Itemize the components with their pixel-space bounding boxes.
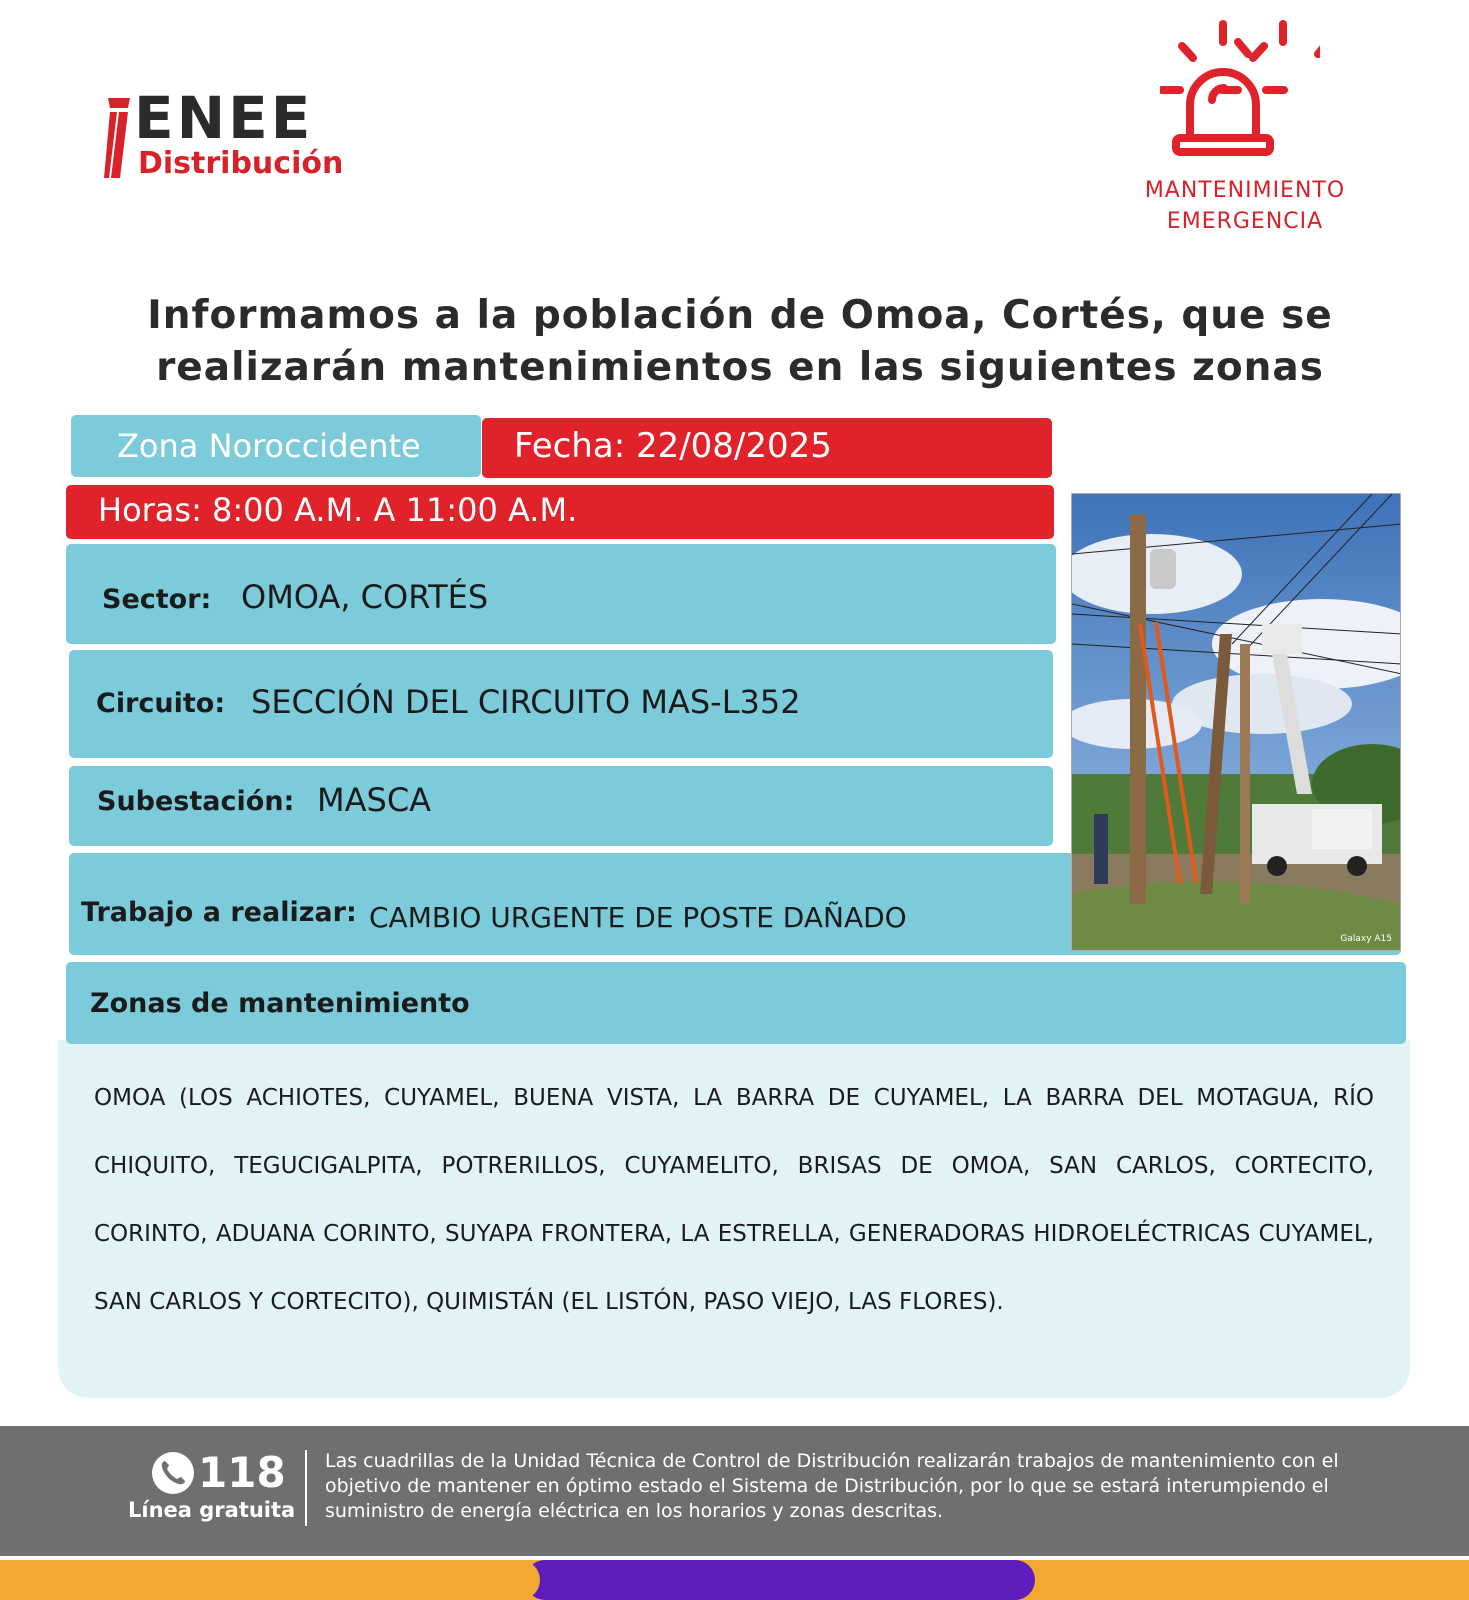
phone-label: Línea gratuita <box>128 1498 296 1522</box>
footer-text: Las cuadrillas de la Unidad Técnica de Control de Distribución realizarán trabajos de mantenimiento con el objetivo de mantener en óptimo estado el Sistema de Distribución, por lo que se estará interumpiendo el suministro de energía eléctrica en los horarios y zonas descritas. <box>325 1450 1339 1522</box>
sector-label: Sector: <box>102 584 212 615</box>
fecha-badge: Fecha: 22/08/2025 <box>482 418 1052 478</box>
zona-badge: Zona Noroccidente <box>71 415 481 477</box>
circuito-value: SECCIÓN DEL CIRCUITO MAS-L352 <box>251 683 801 721</box>
headline <box>100 290 1380 394</box>
zonas-header-label: Zonas de mantenimiento <box>90 988 470 1019</box>
zonas-header <box>66 962 1406 1044</box>
sector-row <box>66 544 1056 644</box>
photo-watermark: Galaxy A15 <box>1340 934 1392 944</box>
subestacion-value: MASCA <box>317 781 432 819</box>
emergency-line2: EMERGENCIA <box>1166 209 1324 234</box>
sector-value: OMOA, CORTÉS <box>241 578 489 616</box>
work-photo <box>1071 493 1401 951</box>
bottom-strip-accent <box>525 1560 1035 1600</box>
phone-number: 118 <box>198 1448 286 1497</box>
footer-divider <box>305 1450 307 1526</box>
enee-logo <box>104 84 384 186</box>
logo-subtitle: Distribución <box>138 146 344 181</box>
headline-line1: Informamos a la población de Omoa, Cortés, que se <box>147 293 1333 338</box>
emergency-line1: MANTENIMIENTO <box>1144 178 1346 203</box>
bottom-strip-left <box>0 1560 540 1600</box>
circuito-label: Circuito: <box>96 688 226 719</box>
headline-line2: realizarán mantenimientos en las siguientes zonas <box>156 345 1324 390</box>
enee-logo-mark <box>104 98 130 178</box>
logo-brand: ENEE <box>134 84 314 152</box>
phone-icon <box>152 1452 194 1494</box>
subestacion-row <box>69 766 1053 846</box>
horas-badge: Horas: 8:00 A.M. A 11:00 A.M. <box>66 485 1054 539</box>
subestacion-label: Subestación: <box>97 786 295 817</box>
circuito-row <box>69 650 1053 758</box>
emergency-badge <box>1120 20 1370 240</box>
zonas-list: OMOA (LOS ACHIOTES, CUYAMEL, BUENA VISTA, LA BARRA DE CUYAMEL, LA BARRA DEL MOTAGUA, RÍO CHIQUITO, TEGUCIGALPITA, POTRERILLOS, CUYAMELITO, BRISAS DE OMOA, SAN CARLOS, CORTECITO, CORINTO, ADUANA CORINTO, SUYAPA FRONTERA, LA ESTRELLA, GENERADORAS HIDROELÉCTRICAS CUYAMEL, SAN CARLOS Y CORTECITO), QUIMISTÁN (EL LISTÓN, PASO VIEJO, LAS FLORES). <box>94 1085 1374 1315</box>
emergency-label <box>1120 175 1370 237</box>
siren-body-icon <box>1160 20 1330 170</box>
trabajo-value: CAMBIO URGENTE DE POSTE DAÑADO <box>369 901 907 934</box>
trabajo-label: Trabajo a realizar: <box>81 897 357 928</box>
